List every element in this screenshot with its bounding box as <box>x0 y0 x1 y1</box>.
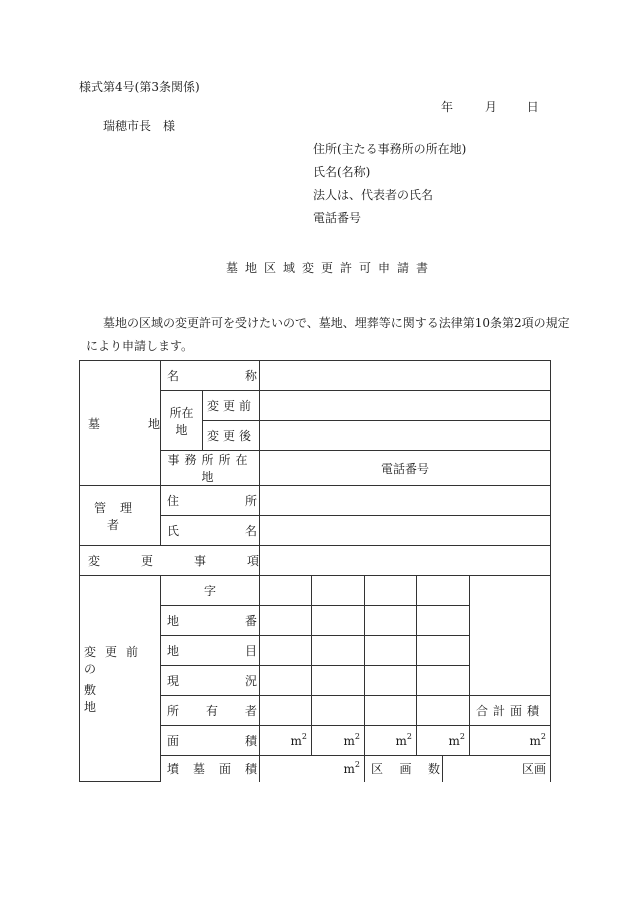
site-before-label-cell <box>80 576 161 782</box>
office-location-label: 事務所所在地 <box>161 451 260 486</box>
name-label-cell <box>161 361 260 391</box>
m2-unit: m <box>343 761 355 776</box>
office-phone-label: 電話番号 <box>260 451 551 486</box>
document-title: 墓地区域変更許可申請書 <box>226 261 436 275</box>
grave-area-label-char: 面 <box>218 762 231 777</box>
plot-unit: 区画 <box>521 762 546 777</box>
m2-unit: m <box>343 733 355 748</box>
chiban-field-3[interactable] <box>365 606 417 636</box>
owner-label-char: 所 <box>167 704 180 718</box>
location-label: 所在地 <box>161 391 203 451</box>
plot-count-field[interactable] <box>443 756 551 782</box>
site-before-label-2: 敷地 <box>84 682 137 714</box>
area-label-cell <box>161 726 260 756</box>
change-items-label-char: 更 <box>140 554 153 568</box>
aza-field-3[interactable] <box>365 576 417 606</box>
cemetery-label-char: 地 <box>147 416 160 431</box>
chimoku-label <box>165 642 259 659</box>
area-label-char: 面 <box>167 734 180 748</box>
name-label <box>165 367 259 384</box>
chiban-label-cell <box>161 606 260 636</box>
chimoku-field-4[interactable] <box>417 636 470 666</box>
chiban-label <box>165 612 259 629</box>
location-before-field[interactable] <box>260 391 551 421</box>
cemetery-label-cell <box>80 361 161 486</box>
m2-superscript: 2 <box>540 731 546 741</box>
m2-unit: m <box>448 733 460 748</box>
manager-name-label-cell <box>161 516 260 546</box>
manager-address-label <box>165 492 259 509</box>
area-field-4[interactable] <box>417 726 470 756</box>
chiban-field-4[interactable] <box>417 606 470 636</box>
genkyo-label-char: 現 <box>167 674 180 688</box>
manager-name-label <box>165 522 259 539</box>
site-before-label-1: 変更前の <box>84 644 148 676</box>
m2-unit: m <box>290 733 302 748</box>
plot-count-label-char: 画 <box>399 762 412 777</box>
applicant-address: 住所(主たる事務所の所在地) <box>313 142 467 156</box>
m2-superscript: 2 <box>406 731 412 741</box>
name-label-char: 名 <box>167 369 180 383</box>
area-field-2[interactable] <box>312 726 365 756</box>
cemetery-label <box>84 415 164 432</box>
owner-label <box>165 702 259 719</box>
change-items-label-cell <box>80 546 260 576</box>
table-row <box>80 361 551 391</box>
plot-count-label <box>369 760 442 777</box>
grave-area-label-char: 積 <box>244 762 257 777</box>
genkyo-field-1[interactable] <box>260 666 312 696</box>
before-label: 変更前 <box>203 391 260 421</box>
application-table <box>79 360 551 782</box>
table-row <box>80 546 551 576</box>
total-area-field[interactable] <box>470 726 551 756</box>
m2-superscript: 2 <box>301 731 307 741</box>
grave-area-label-char: 墳 <box>167 762 180 777</box>
plot-count-label-char: 区 <box>371 762 384 777</box>
change-items-label-char: 変 <box>88 554 101 568</box>
form-number: 様式第4号(第3条関係) <box>79 80 200 94</box>
m2-unit: m <box>395 733 407 748</box>
m2-superscript: 2 <box>354 759 360 769</box>
grave-area-label-cell <box>161 756 260 782</box>
genkyo-label-cell <box>161 666 260 696</box>
chiban-label-char: 地 <box>167 614 180 628</box>
change-items-label <box>84 552 263 569</box>
body-text-line2: により申請します。 <box>86 339 194 353</box>
addressee: 瑞穂市長 様 <box>103 119 176 133</box>
area-label-char: 積 <box>244 734 257 748</box>
m2-superscript: 2 <box>354 731 360 741</box>
grave-area-label-char: 墓 <box>192 762 205 777</box>
owner-field-1[interactable] <box>260 696 312 726</box>
area-label <box>165 732 259 749</box>
manager-address-label-char: 住 <box>167 494 180 508</box>
manager-address-field[interactable] <box>260 486 551 516</box>
plot-count-label-char: 数 <box>427 762 440 777</box>
genkyo-field-3[interactable] <box>365 666 417 696</box>
total-area-label: 合計面積 <box>470 696 551 726</box>
date-month: 月 <box>484 100 497 114</box>
cemetery-name-field[interactable] <box>260 361 551 391</box>
area-field-3[interactable] <box>365 726 417 756</box>
genkyo-label-char: 況 <box>244 674 257 688</box>
grave-area-label <box>165 760 259 777</box>
aza-field-1[interactable] <box>260 576 312 606</box>
chimoku-field-3[interactable] <box>365 636 417 666</box>
manager-name-label-char: 名 <box>244 524 257 538</box>
genkyo-field-4[interactable] <box>417 666 470 696</box>
location-after-field[interactable] <box>260 421 551 451</box>
owner-label-char: 有 <box>205 704 218 718</box>
aza-field-2[interactable] <box>312 576 365 606</box>
aza-field-4[interactable] <box>417 576 470 606</box>
area-field-1[interactable] <box>260 726 312 756</box>
chiban-label-char: 番 <box>244 614 257 628</box>
grave-area-field[interactable] <box>260 756 365 782</box>
change-items-label-char: 事 <box>193 554 206 568</box>
date-day: 日 <box>526 100 539 114</box>
table-row <box>80 486 551 516</box>
plot-count-label-cell <box>365 756 443 782</box>
chimoku-label-char: 目 <box>244 644 257 658</box>
chimoku-label-cell <box>161 636 260 666</box>
manager-label: 管理者 <box>93 500 146 532</box>
chimoku-field-1[interactable] <box>260 636 312 666</box>
manager-label-cell <box>80 486 161 546</box>
m2-superscript: 2 <box>459 731 465 741</box>
name-label-char: 称 <box>244 369 257 383</box>
chimoku-field-2[interactable] <box>312 636 365 666</box>
change-items-field[interactable] <box>260 546 551 576</box>
owner-label-cell <box>161 696 260 726</box>
table-row <box>80 576 551 606</box>
owner-field-4[interactable] <box>417 696 470 726</box>
change-items-label-char: 項 <box>246 554 259 568</box>
blank-merged-cell <box>470 576 551 696</box>
genkyo-field-2[interactable] <box>312 666 365 696</box>
manager-address-label-char: 所 <box>244 494 257 508</box>
manager-address-label-cell <box>161 486 260 516</box>
applicant-phone: 電話番号 <box>313 211 362 225</box>
applicant-name: 氏名(名称) <box>313 165 371 179</box>
date-line <box>441 101 539 113</box>
aza-label: 字 <box>161 576 260 606</box>
chimoku-label-char: 地 <box>167 644 180 658</box>
date-year: 年 <box>441 100 454 114</box>
chiban-field-1[interactable] <box>260 606 312 636</box>
manager-name-label-char: 氏 <box>167 524 180 538</box>
owner-label-char: 者 <box>244 704 257 718</box>
after-label: 変更後 <box>203 421 260 451</box>
genkyo-label <box>165 672 259 689</box>
cemetery-label-char: 墓 <box>88 416 101 431</box>
owner-field-2[interactable] <box>312 696 365 726</box>
m2-unit: m <box>529 733 541 748</box>
applicant-corp-note: 法人は、代表者の氏名 <box>313 188 434 202</box>
chiban-field-2[interactable] <box>312 606 365 636</box>
body-text-line1: 墓地の区域の変更許可を受けたいので、墓地、埋葬等に関する法律第10条第2項の規定 <box>103 316 570 330</box>
owner-field-3[interactable] <box>365 696 417 726</box>
manager-name-field[interactable] <box>260 516 551 546</box>
